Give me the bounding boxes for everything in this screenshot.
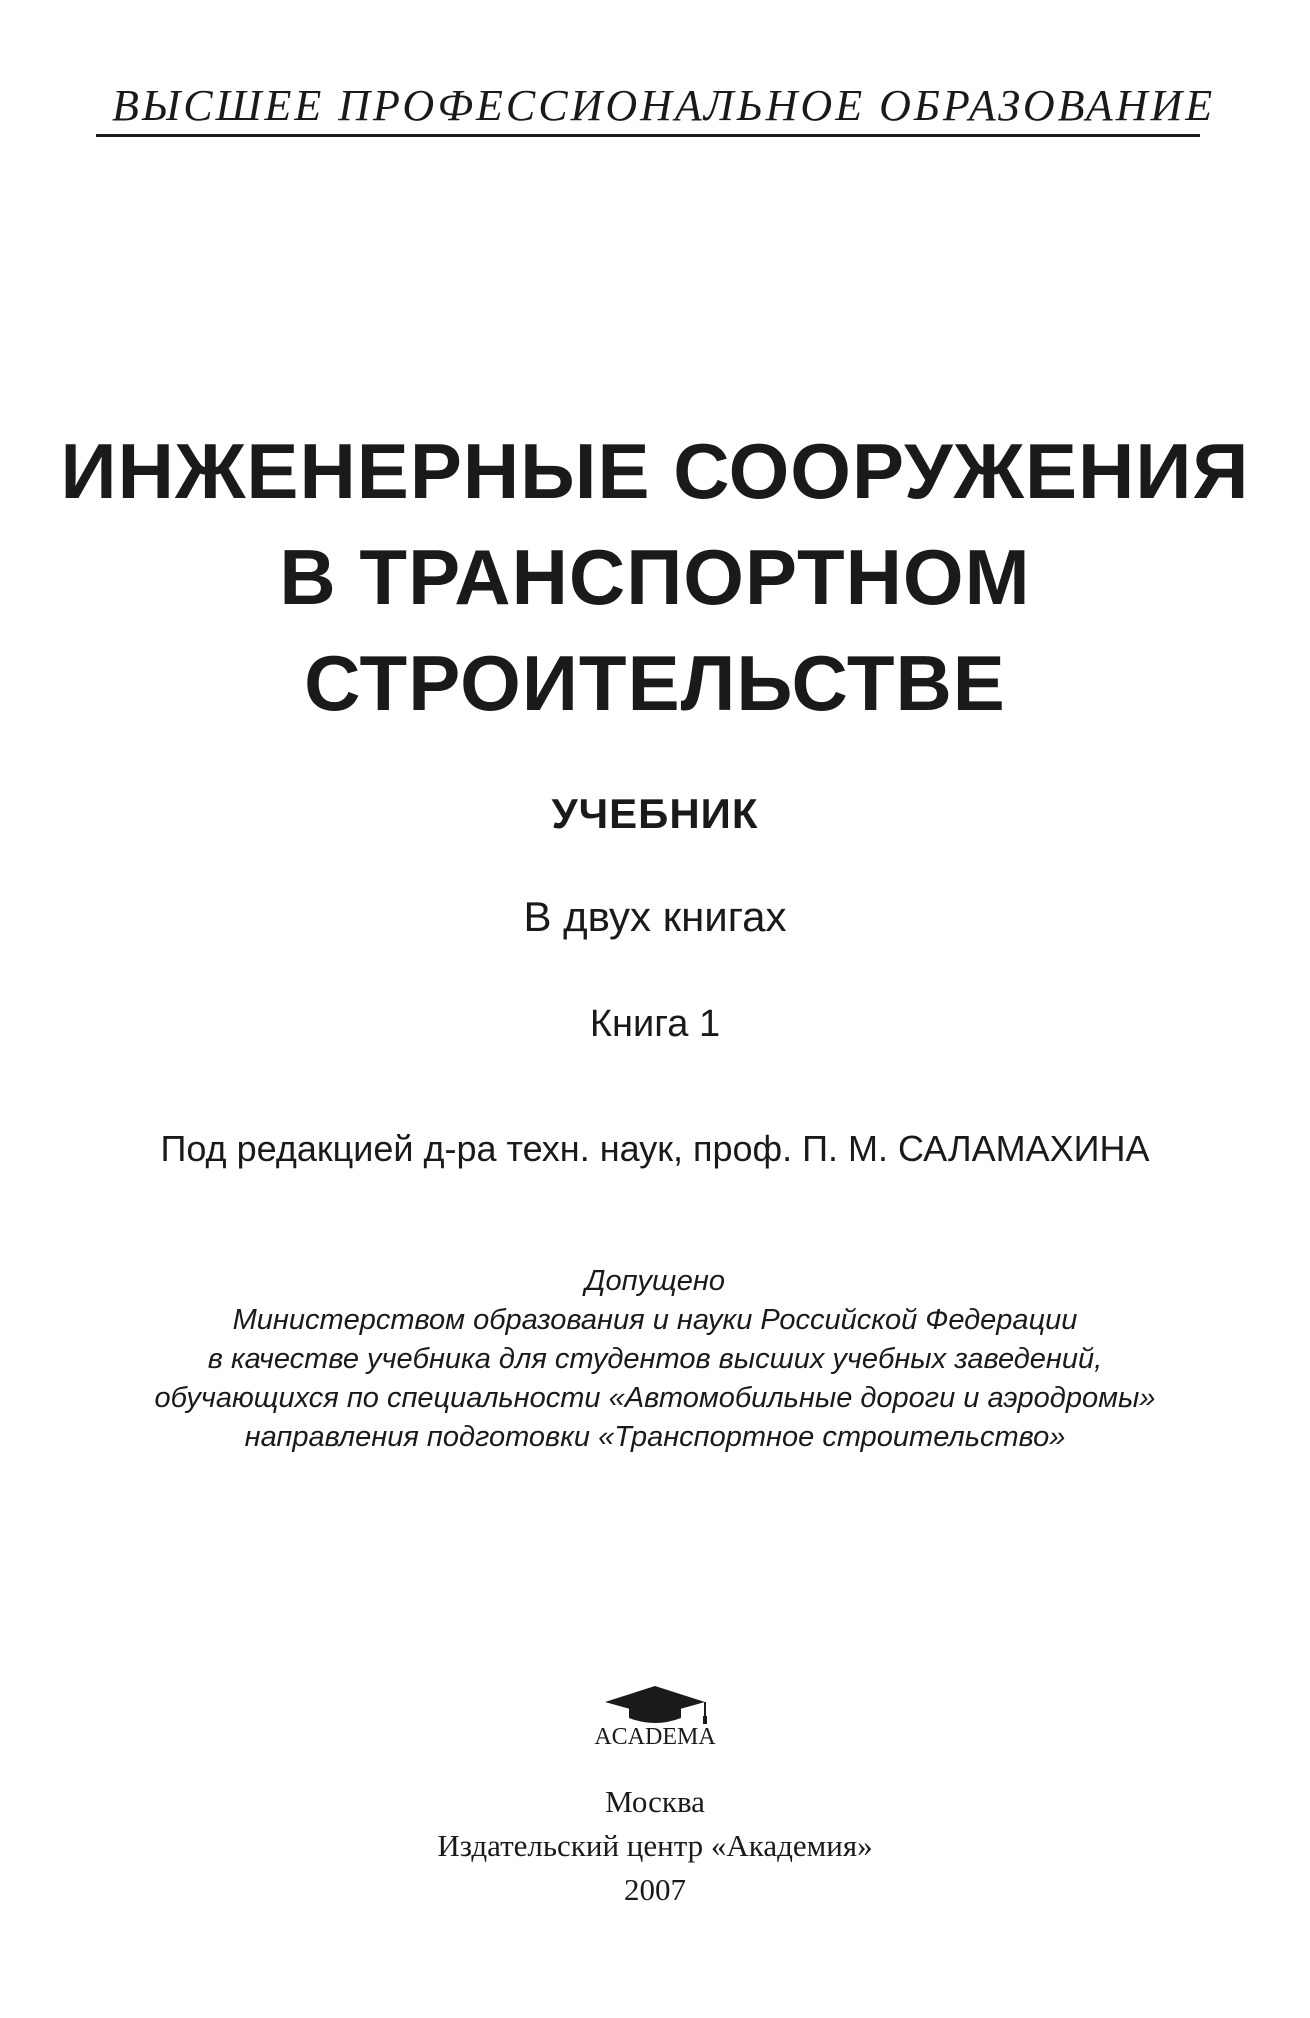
approval-line-3: в качестве учебника для студентов высших учебных заведений, (207, 1343, 1103, 1375)
approval-line-4: обучающихся по специальности «Автомобильные дороги и аэродромы» (154, 1382, 1156, 1414)
book-type: УЧЕБНИК (551, 790, 759, 837)
series-title: ВЫСШЕЕ ПРОФЕССИОНАЛЬНОЕ ОБРАЗОВАНИЕ (112, 81, 1216, 130)
editor-line: Под редакцией д-ра техн. наук, проф. П. М. САЛАМАХИНА (160, 1128, 1150, 1169)
approval-line-1: Допущено (585, 1265, 725, 1297)
imprint-publisher: Издательский центр «Академия» (437, 1828, 873, 1863)
approval-line-5: направления подготовки «Транспортное строительство» (244, 1421, 1066, 1453)
graduation-cap-icon (585, 1682, 725, 1726)
approval-statement (0, 1262, 1310, 1457)
book-title-line-1: ИНЖЕНЕРНЫЕ СООРУЖЕНИЯ (60, 427, 1250, 515)
series-header (96, 72, 1216, 137)
book-title (0, 418, 1310, 736)
book-number: Книга 1 (589, 1003, 721, 1045)
publisher-logo (585, 1682, 725, 1762)
publisher-logo-text: ACADEMA (594, 1724, 716, 1750)
imprint-year: 2007 (624, 1872, 686, 1907)
book-title-line-3: СТРОИТЕЛЬСТВЕ (304, 639, 1006, 727)
volumes-note: В двух книгах (523, 893, 787, 940)
imprint-city: Москва (605, 1784, 705, 1819)
imprint (0, 1780, 1310, 1912)
approval-line-2: Министерством образования и науки Российской Федерации (232, 1304, 1078, 1336)
book-title-line-2: В ТРАНСПОРТНОМ (279, 533, 1031, 621)
